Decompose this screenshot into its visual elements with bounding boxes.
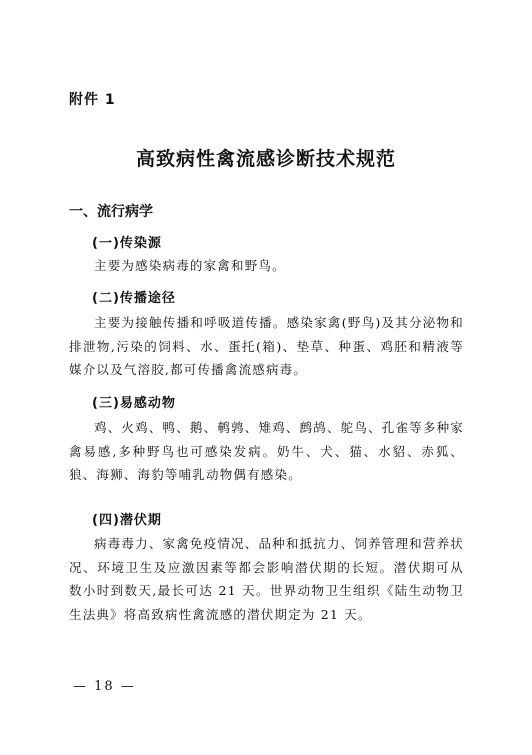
subsection-heading-transmission: (二)传播途径 — [92, 291, 176, 306]
paragraph-source: 主要为感染病毒的家禽和野鸟。 — [94, 258, 286, 273]
page-number: — 18 — — [73, 679, 136, 694]
attachment-label: 附件 1 — [69, 92, 116, 108]
subsection-heading-incubation: (四)潜伏期 — [92, 513, 162, 528]
subsection-heading-susceptible-animals: (三)易感动物 — [92, 396, 176, 411]
section-heading-epidemiology: 一、流行病学 — [69, 204, 153, 220]
subsection-heading-source: (一)传染源 — [92, 236, 162, 251]
document-title: 高致病性禽流感诊断技术规范 — [135, 148, 396, 170]
paragraph-transmission: 主要为接触传播和呼吸道传播。感染家禽(野鸟)及其分泌物和排泄物,污染的饲料、水、蛋托(箱)、垫草、种蛋、鸡胚和精液等媒介以及气溶胶,都可传播禽流感病毒。 — [69, 315, 464, 377]
paragraph-incubation: 病毒毒力、家禽免疫情况、品种和抵抗力、饲养管理和营养状况、环境卫生及应激因素等都会影响潜伏期的长短。潜伏期可从数小时到数天,最长可达 21 天。世界动物卫生组织《陆生动物卫生法典》将高致病性禽流感的潜伏期定为 21 天。 — [69, 536, 464, 622]
paragraph-susceptible-animals: 鸡、火鸡、鸭、鹅、鹌鹑、雉鸡、鹧鸪、鸵鸟、孔雀等多种家禽易感,多种野鸟也可感染发病。奶牛、犬、猫、水貂、赤狐、狼、海狮、海豹等哺乳动物偶有感染。 — [69, 420, 464, 482]
